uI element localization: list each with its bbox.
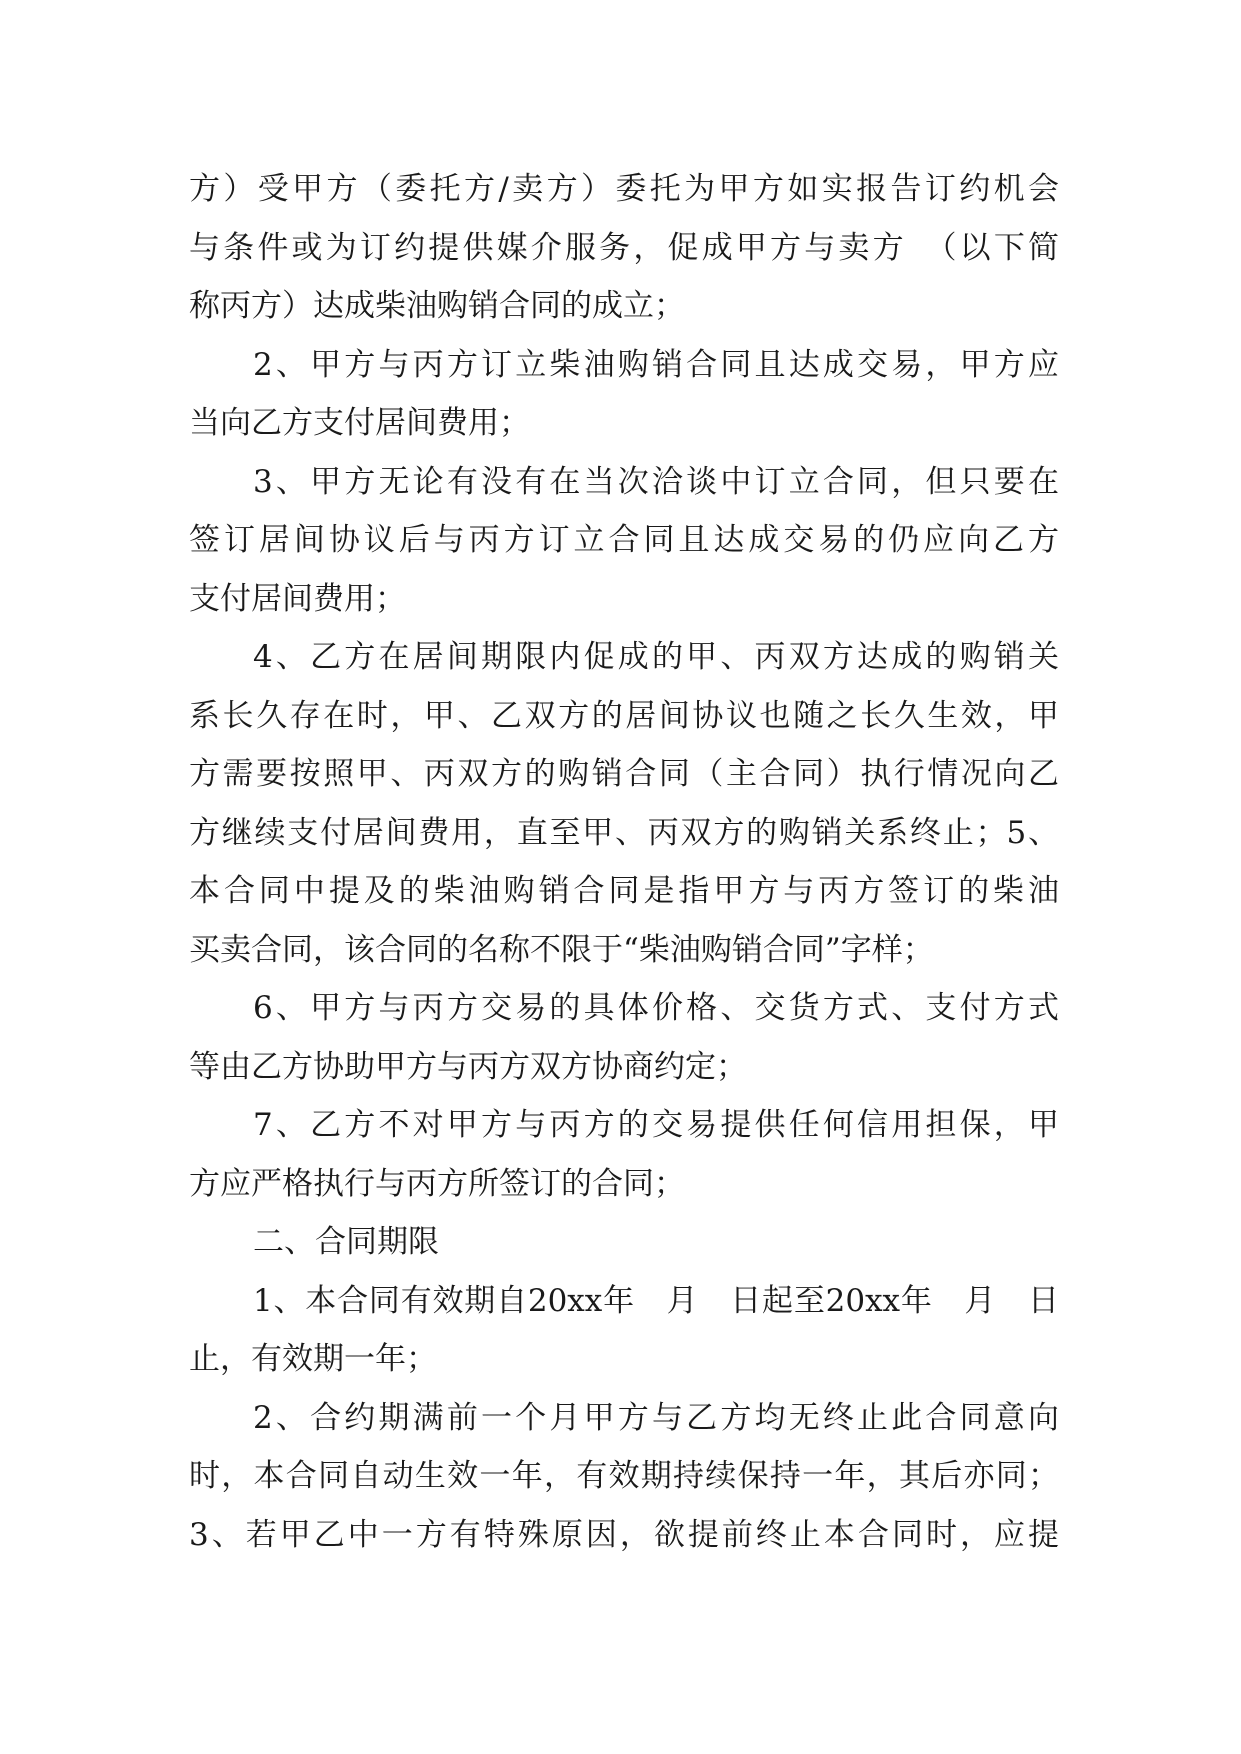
text-line: 支付居间费用； — [189, 580, 406, 617]
text-line: 方继续支付居间费用，直至甲、丙双方的购销关系终止；5、 — [189, 814, 1059, 851]
text-line: 3、若甲乙中一方有特殊原因，欲提前终止本合同时，应提 — [189, 1516, 1059, 1553]
text-line: 时，本合同自动生效一年，有效期持续保持一年，其后亦同； — [189, 1458, 1059, 1494]
text-line: 本合同中提及的柴油购销合同是指甲方与丙方签订的柴油 — [189, 873, 1059, 909]
text-line: 与条件或为订约提供媒介服务，促成甲方与卖方 （以下简 — [189, 229, 1059, 266]
text-line: 1、本合同有效期自20xx年 月 日起至20xx年 月 日 — [253, 1282, 1059, 1319]
text-line: 当向乙方支付居间费用； — [189, 405, 530, 441]
text-line: 等由乙方协助甲方与丙方双方协商约定； — [189, 1048, 747, 1085]
text-line: 买卖合同，该合同的名称不限于“柴油购销合同”字样； — [189, 931, 934, 968]
text-line: 止，有效期一年； — [189, 1341, 437, 1377]
text-line: 4、乙方在居间期限内促成的甲、丙双方达成的购销关 — [253, 639, 1059, 675]
text-line: 2、合约期满前一个月甲方与乙方均无终止此合同意向 — [253, 1399, 1059, 1436]
text-line: 称丙方）达成柴油购销合同的成立； — [189, 288, 685, 324]
text-line: 方应严格执行与丙方所签订的合同； — [189, 1165, 685, 1202]
section-heading: 二、合同期限 — [253, 1224, 439, 1260]
text-line: 系长久存在时，甲、乙双方的居间协议也随之长久生效，甲 — [189, 697, 1059, 734]
text-line: 方需要按照甲、丙双方的购销合同（主合同）执行情况向乙 — [189, 756, 1059, 792]
text-line: 7、乙方不对甲方与丙方的交易提供任何信用担保，甲 — [253, 1107, 1059, 1143]
document-body — [189, 160, 1059, 1564]
text-line: 6、甲方与丙方交易的具体价格、交货方式、支付方式 — [253, 990, 1059, 1026]
text-line: 签订居间协议后与丙方订立合同且达成交易的仍应向乙方 — [189, 522, 1059, 558]
text-line: 方）受甲方（委托方/卖方）委托为甲方如实报告订约机会 — [189, 171, 1059, 207]
text-line: 2、甲方与丙方订立柴油购销合同且达成交易，甲方应 — [253, 346, 1059, 383]
text-line: 3、甲方无论有没有在当次洽谈中订立合同，但只要在 — [253, 463, 1059, 500]
